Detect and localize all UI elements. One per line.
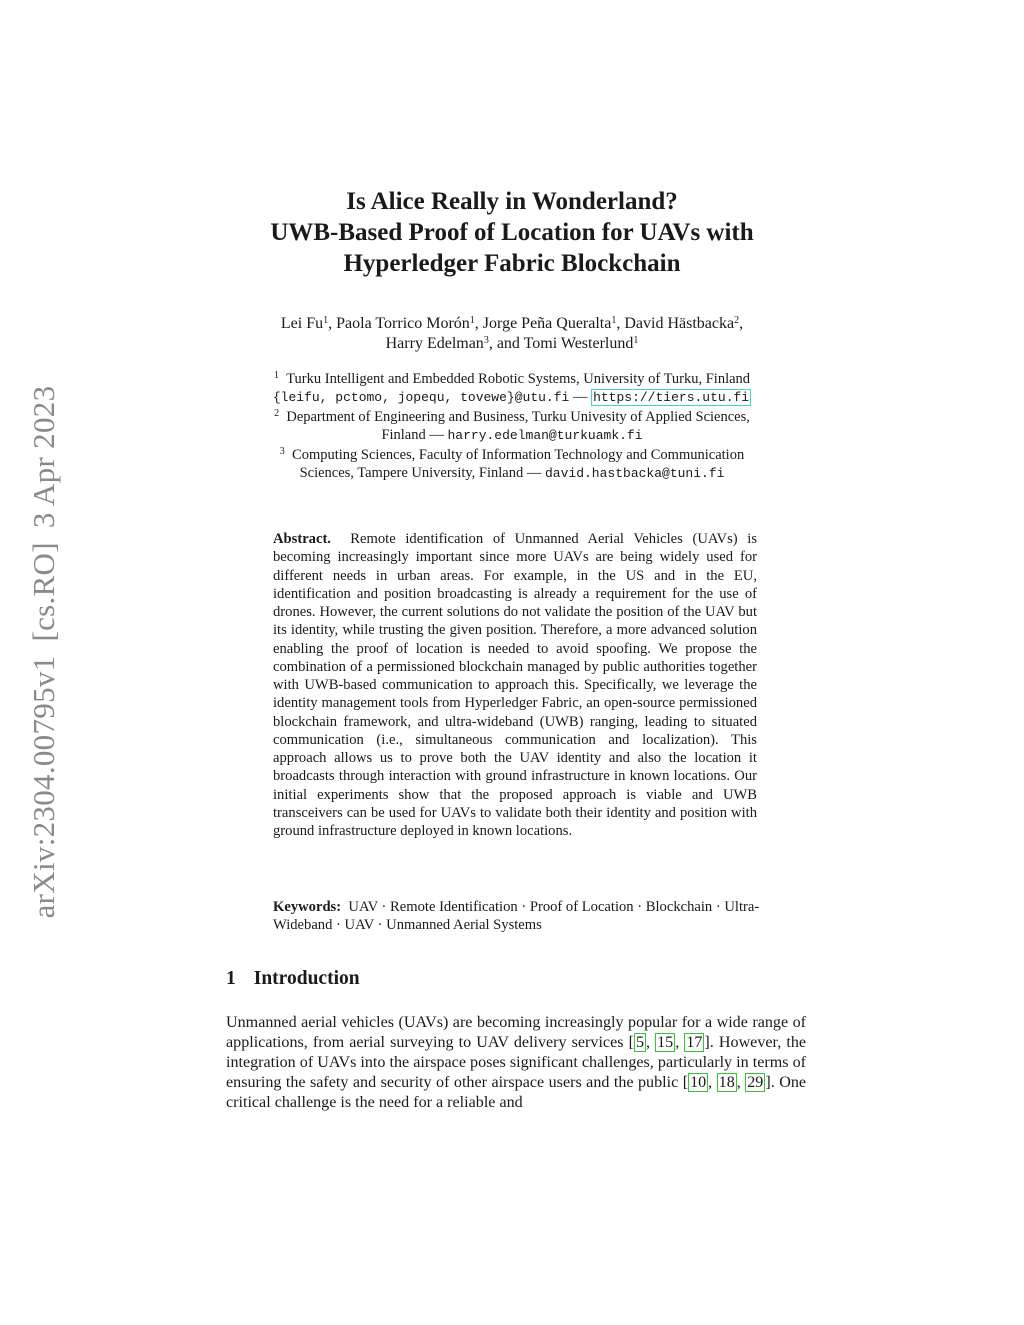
author-line [212, 334, 812, 354]
citation-separator: , [645, 1034, 656, 1052]
affiliation-name: Computing Sciences, Faculty of Information Technology and Communication [292, 446, 745, 463]
keywords-label: Keywords: [273, 899, 342, 915]
citation-separator: , [736, 1074, 746, 1092]
affiliation-mark: 3 [483, 335, 489, 346]
author-name: , and Tomi Westerlund [488, 335, 634, 352]
affiliation-number: 2 [274, 407, 280, 419]
affiliation-mark: 1 [323, 315, 329, 326]
citation-link[interactable]: 15 [657, 1034, 674, 1052]
affiliation-country: Finland — [381, 427, 448, 444]
abstract-text: Remote identification of Unmanned Aerial Vehicles (UAVs) is becoming increasingly important since more UAVs are being widely used for different needs in urban areas. For example, in the US and in the EU, identification and position broadcasting is already a requirement for the use of drones. However, the current solutions do not validate the position of the UAV but its identity, while trusting the given position. Therefore, a more advanced solution enabling the proof of location is needed to avoid spoofing. We propose the combination of a permissioned blockchain managed by public authorities together with UWB-based communication to approach this. Specifically, we leverage the identity management tools from Hyperledger Fabric, an open-source permissioned blockchain framework, and ultra-wideband (UWB) ranging, leading to situated communication (i.e., simultaneous communication and localization). This approach allows us to prove both the UAV identity and also the location it broadcasts through interaction with ground infrastructure in known locations. Our initial experiments show that the proposed approach is viable and UWB transceivers can be used for UAVs to validate both their identity and position with ground infrastructure deployed in known locations. [273, 531, 757, 839]
title-line: Hyperledger Fabric Blockchain [343, 250, 681, 277]
affiliations [212, 370, 812, 483]
citation-separator: , [708, 1074, 717, 1092]
author-line [212, 314, 812, 334]
author-name: , Paola Torrico Morón [328, 315, 470, 332]
abstract [273, 530, 757, 840]
arxiv-category: [cs.RO] [26, 542, 61, 642]
email-group[interactable]: {leifu, pctomo, jopequ, tovewe}@utu.fi [272, 390, 570, 406]
paragraph-text: Unmanned aerial vehicles (UAVs) are becoming increasingly popular for a wide range of applications, from aerial surveying to UAV delivery services [ [226, 1014, 806, 1052]
affiliation-country: Sciences, Tampere University, Finland — [299, 465, 545, 482]
affiliation-mark: 2 [734, 315, 740, 326]
citation-link[interactable]: 17 [686, 1034, 703, 1052]
website-link[interactable]: https://tiers.utu.fi [593, 390, 750, 406]
affiliation-3 [212, 446, 812, 464]
affiliation-mark: 1 [633, 335, 639, 346]
paragraph-text: ]. One critical challenge is the need for a reliable and [226, 1074, 807, 1112]
affiliation-mark: 1 [469, 315, 475, 326]
affiliation-1 [212, 370, 812, 388]
email[interactable]: harry.edelman@turkuamk.fi [447, 428, 643, 444]
affiliation-name: Turku Intelligent and Embedded Robotic Systems, University of Turku, Finland [286, 371, 751, 387]
citation-link[interactable]: 18 [718, 1074, 735, 1092]
affiliation-number: 3 [279, 445, 285, 457]
affiliation-name: Department of Engineering and Business, Turku Univesity of Applied Sciences, [286, 408, 750, 425]
section-number: 1 [226, 968, 236, 989]
keywords-text: UAV · Remote Identification · Proof of Location · Blockchain · Ultra-Wideband · UAV · Unmanned Aerial Systems [273, 899, 760, 934]
title-line: Is Alice Really in Wonderland? [346, 188, 678, 215]
section-heading [226, 968, 360, 990]
intro-paragraph [226, 1013, 806, 1113]
author-name: Lei Fu [280, 315, 324, 332]
arxiv-id[interactable]: arXiv:2304.00795v1 [26, 655, 61, 919]
author-name: , Jorge Peña Queralta [474, 315, 612, 332]
citation-link[interactable]: 5 [635, 1034, 644, 1052]
title-line: UWB-Based Proof of Location for UAVs with [270, 219, 754, 246]
affiliation-number: 1 [273, 370, 279, 381]
affiliation-3-contact [212, 464, 812, 483]
citation-separator: , [675, 1034, 685, 1052]
keywords [273, 898, 761, 935]
affiliation-2-contact [212, 426, 812, 445]
citation-link[interactable]: 10 [690, 1074, 707, 1092]
citation-link[interactable]: 29 [747, 1074, 764, 1092]
affiliation-1-contact [212, 388, 812, 407]
arxiv-date: 3 Apr 2023 [26, 385, 61, 529]
author-separator: , [739, 315, 744, 332]
email[interactable]: david.hastbacka@tuni.fi [545, 466, 725, 482]
author-list [212, 314, 812, 354]
affiliation-2 [212, 408, 812, 426]
section-title: Introduction [253, 968, 360, 989]
paragraph-text: ]. However, the integration of UAVs into the airspace poses significant challenges, particularly in terms of ensuring the safety and security of other airspace users and the public [ [226, 1034, 807, 1092]
arxiv-stamp [26, 372, 62, 919]
affiliation-mark: 1 [611, 315, 617, 326]
separator: — [569, 389, 592, 406]
author-name: Harry Edelman [385, 335, 484, 352]
author-name: , David Hästbacka [616, 315, 735, 332]
abstract-label: Abstract. [273, 531, 331, 547]
paper-title [212, 186, 812, 279]
